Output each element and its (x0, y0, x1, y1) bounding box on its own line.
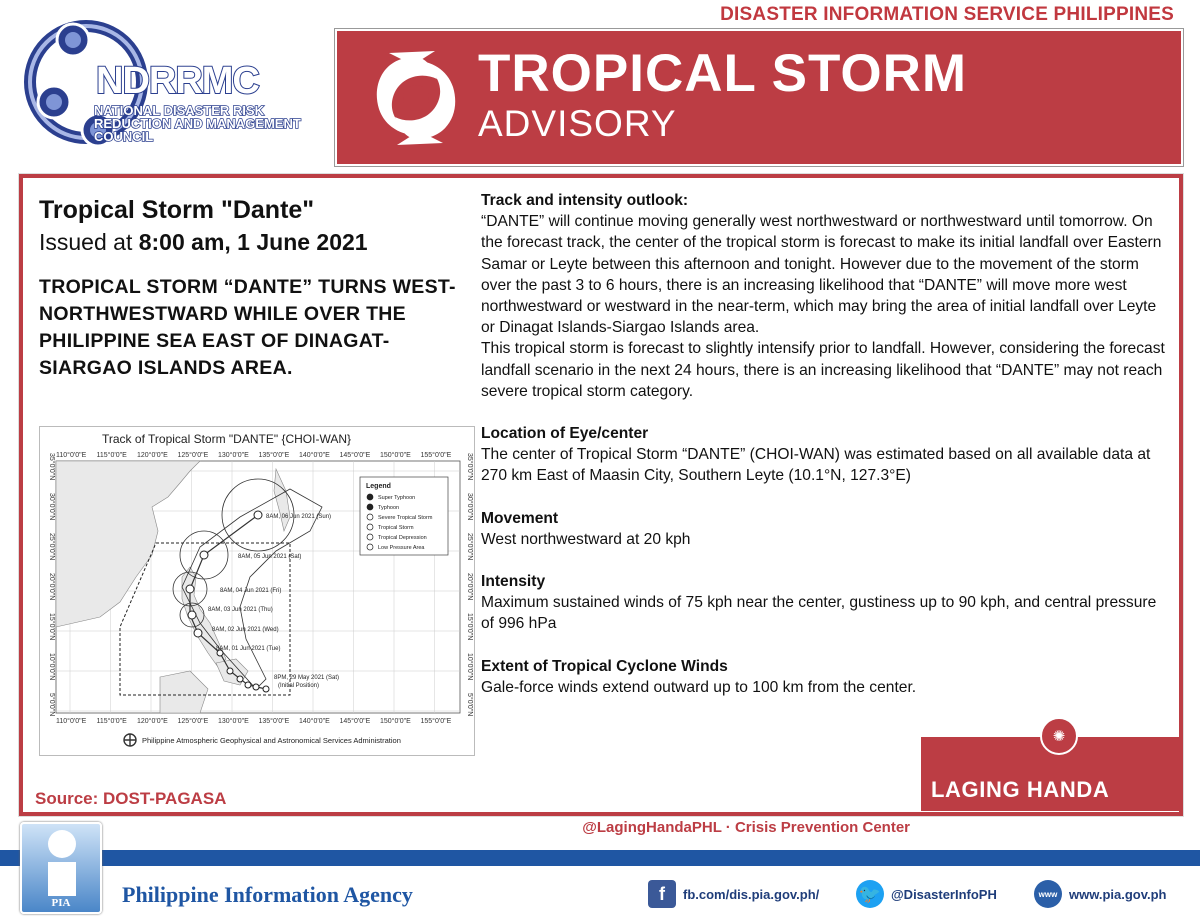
legend-item: Severe Tropical Storm (378, 515, 433, 521)
pia-abbr: PIA (51, 897, 71, 909)
footer-band (0, 850, 1200, 866)
section-heading: Movement (481, 509, 559, 527)
longitude-label: 115°0'0"E (96, 718, 127, 725)
longitude-label: 110°0'0"E (56, 718, 87, 725)
details-column (481, 190, 1171, 719)
banner-title: TROPICAL STORM (478, 44, 968, 103)
legend-symbol-icon (367, 544, 373, 550)
latitude-label: 35°0'0"N (466, 453, 473, 481)
longitude-label: 110°0'0"E (56, 452, 87, 459)
latitude-label: 20°0'0"N (48, 573, 55, 601)
legend-symbol-icon (367, 514, 373, 520)
summary-column (39, 196, 479, 382)
intensity-section (481, 571, 1171, 635)
position-label: 8AM, 06 Jun 2021 (Sun) (266, 514, 332, 520)
latitude-label: 30°0'0"N (48, 493, 55, 521)
track-outlook-section (481, 190, 1171, 402)
longitude-label: 150°0'0"E (380, 718, 411, 725)
latitude-label: 35°0'0"N (48, 453, 55, 481)
map-legend (360, 477, 448, 555)
longitude-label: 140°0'0"E (299, 452, 330, 459)
latitude-label: 25°0'0"N (466, 533, 473, 561)
laging-handa-badge (921, 728, 1181, 811)
position-label: 8AM, 03 Jun 2021 (Thu) (208, 607, 273, 613)
legend-item: Tropical Depression (378, 535, 427, 541)
section-heading: Intensity (481, 573, 546, 591)
section-body: This tropical storm is forecast to slightly intensify prior to landfall. However, considering the forecast landfall scenario in the next 24 hours, there is an increasing likelihood that “DANTE” may not reach severe tropical storm category. (481, 340, 1165, 400)
position-label: (Initial Position) (278, 683, 320, 689)
longitude-label: 120°0'0"E (137, 452, 168, 459)
section-heading: Location of Eye/center (481, 425, 649, 443)
source-label: Source: DOST-PAGASA (35, 789, 227, 808)
track-map (39, 426, 475, 756)
longitude-label: 115°0'0"E (96, 452, 127, 459)
longitude-label: 155°0'0"E (420, 718, 452, 725)
latitude-label: 15°0'0"N (48, 613, 55, 641)
longitude-label: 135°0'0"E (258, 452, 290, 459)
facebook-url: fb.com/dis.pia.gov.ph/ (683, 886, 820, 902)
legend-item: Tropical Storm (378, 525, 414, 531)
facebook-link[interactable] (648, 880, 819, 908)
wind-extent-section (481, 656, 1171, 698)
longitude-label: 120°0'0"E (137, 718, 168, 725)
latitude-label: 5°0'0"N (466, 693, 473, 717)
longitude-label: 130°0'0"E (218, 718, 249, 725)
legend-item: Super Typhoon (378, 495, 416, 501)
section-heading: Extent of Tropical Cyclone Winds (481, 657, 728, 675)
map-title: Track of Tropical Storm "DANTE" {CHOI-WAN} (102, 432, 352, 446)
longitude-label: 145°0'0"E (339, 718, 371, 725)
movement-section (481, 508, 1171, 550)
latitude-label: 10°0'0"N (48, 653, 55, 681)
org-acronym: NDRRMC (96, 60, 259, 102)
legend-symbol-icon (367, 504, 373, 510)
position-label: 8AM, 01 Jun 2021 (Tue) (216, 646, 281, 652)
section-body: The center of Tropical Storm “DANTE” (CHOI-WAN) was estimated based on all available data at 270 km East of Maasin City, Southern Leyte (10.1°N, 127.3°E) (481, 446, 1151, 485)
legend-symbol-icon (367, 534, 373, 540)
legend-item: Typhoon (378, 505, 400, 511)
longitude-label: 135°0'0"E (258, 718, 290, 725)
tropical-storm-icon (365, 43, 465, 153)
location-section (481, 423, 1171, 487)
website-link[interactable] (1034, 880, 1167, 908)
presidential-seal-icon: ✺ (1040, 717, 1078, 755)
position-label: 8AM, 04 Jun 2021 (Fri) (220, 588, 282, 594)
twitter-icon: 🐦 (856, 880, 884, 908)
twitter-handle: @DisasterInfoPH (891, 886, 997, 902)
longitude-label: 125°0'0"E (177, 718, 209, 725)
legend-item: Low Pressure Area (378, 545, 425, 551)
pia-i-stem (48, 862, 76, 896)
agency-name: Philippine Information Agency (122, 882, 413, 907)
section-body: “DANTE” will continue moving generally west northwestward or northwestward until tomorrow. On the forecast track, the center of the tropical storm is forecast to make its initial landfall over Eastern Samar or Leyte between this afternoon and tonight. However due to the movement of the storm over the past 3 to 6 hours, there is an increasing likelihood that “DANTE” will move more west northwestward or westward in the near-term, which may bring the area of initial landfall over Leyte or Dinagat Islands-Siargao Islands area. (481, 213, 1162, 337)
section-heading: Track and intensity outlook: (481, 192, 689, 209)
section-body: Gale-force winds extend outward up to 100 km from the center. (481, 678, 917, 696)
issued-time: 8:00 am, 1 June 2021 (138, 229, 368, 255)
map-credit: Philippine Atmospheric Geophysical and Astronomical Services Administration (142, 736, 401, 745)
position-label: 8AM, 05 Jun 2021 (Sat) (238, 554, 302, 560)
longitude-label: 150°0'0"E (380, 452, 411, 459)
latitude-label: 10°0'0"N (466, 653, 473, 681)
pagasa-logo-icon (124, 734, 136, 746)
advisory-panel (19, 174, 1183, 816)
advisory-banner (335, 29, 1183, 166)
latitude-label: 20°0'0"N (466, 573, 473, 601)
storm-name: Tropical Storm "Dante" (39, 196, 315, 224)
headline: TROPICAL STORM “DANTE” TURNS WEST-NORTHWESTWARD WHILE OVER THE PHILIPPINE SEA EAST OF DINAGAT-SIARGAO ISLANDS AREA. (39, 276, 456, 379)
section-body: Maximum sustained winds of 75 kph near the center, gustiness up to 90 kph, and central pressure of 996 hPa (481, 594, 1157, 633)
longitude-label: 125°0'0"E (177, 452, 209, 459)
banner-subtitle: ADVISORY (478, 103, 677, 144)
section-body: West northwestward at 20 kph (481, 530, 691, 548)
legend-symbol-icon (367, 524, 373, 530)
website-url: www.pia.gov.ph (1069, 886, 1167, 902)
laging-handa-label: LAGING HANDA (931, 777, 1110, 802)
issued-prefix: Issued at (39, 229, 139, 255)
legend-symbol-icon (367, 494, 373, 500)
longitude-label: 145°0'0"E (339, 452, 371, 459)
laging-handa-credit: @LagingHandaPHL · Crisis Prevention Center (582, 819, 910, 836)
latitude-label: 5°0'0"N (48, 693, 55, 717)
latitude-label: 25°0'0"N (48, 533, 55, 561)
service-title: DISASTER INFORMATION SERVICE PHILIPPINES (720, 4, 1174, 25)
latitude-label: 15°0'0"N (466, 613, 473, 641)
position-label: 8AM, 02 Jun 2021 (Wed) (212, 627, 279, 633)
latitude-label: 30°0'0"N (466, 493, 473, 521)
longitude-label: 140°0'0"E (299, 718, 330, 725)
longitude-label: 155°0'0"E (420, 452, 452, 459)
pia-i-icon (48, 830, 76, 858)
position-label: 8PM, 29 May 2021 (Sat) (274, 675, 340, 681)
twitter-link[interactable] (856, 880, 997, 908)
globe-icon: www (1034, 880, 1062, 908)
legend-title: Legend (366, 483, 391, 490)
issued-line (39, 229, 479, 256)
ndrrmc-logo (18, 10, 318, 160)
facebook-icon: f (648, 880, 676, 908)
org-name: NATIONAL DISASTER RISK REDUCTION AND MANAGEMENT COUNCIL (94, 103, 301, 144)
longitude-label: 130°0'0"E (218, 452, 249, 459)
pia-logo (20, 822, 102, 914)
